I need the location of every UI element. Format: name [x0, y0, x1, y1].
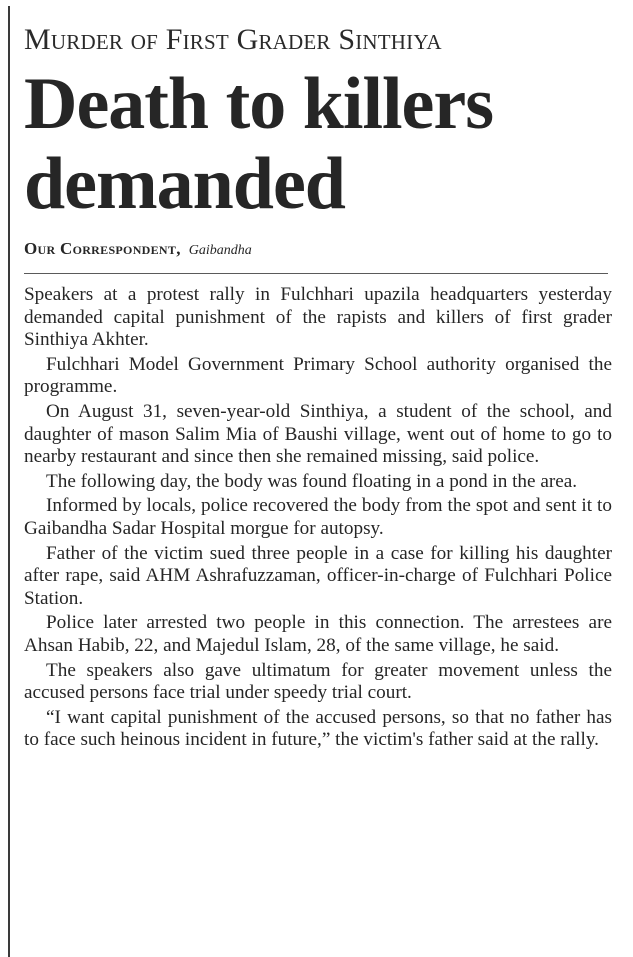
byline [24, 238, 620, 262]
byline-divider [24, 273, 608, 274]
paragraph: On August 31, seven-year-old Sinthiya, a student of the school, and daughter of mason Salim Mia of Baushi village, went out of home to go to nearby restaurant and since then she remained missing, said police. [24, 400, 612, 468]
paragraph: Speakers at a protest rally in Fulchhari upazila headquarters yesterday demanded capital punishment of the rapists and killers of first grader Sinthiya Akhter. [24, 284, 612, 351]
byline-author: Our Correspondent [24, 239, 177, 258]
paragraph: Police later arrested two people in this connection. The arrestees are Ahsan Habib, 22, and Majedul Islam, 28, of the same village, he said. [24, 612, 612, 656]
paragraph: “I want capital punishment of the accused persons, so that no father has to face such heinous incident in future,” the victim's father said at the rally. [24, 706, 612, 751]
paragraph: Father of the victim sued three people in a case for killing his daughter after rape, said AHM Ashrafuzzaman, officer-in-charge of Fulchhari Police Station. [24, 542, 612, 609]
column-rule [8, 6, 10, 957]
headline: Death to killers demanded [24, 63, 494, 225]
byline-location: Gaibandha [188, 243, 252, 258]
article-body [24, 284, 612, 752]
article [24, 0, 620, 754]
paragraph: Fulchhari Model Government Primary School authority organised the programme. [24, 353, 612, 398]
kicker: Murder of First Grader Sinthiya [24, 23, 442, 56]
paragraph: Informed by locals, police recovered the body from the spot and sent it to Gaibandha Sadar Hospital morgue for autopsy. [24, 495, 612, 539]
paragraph: The following day, the body was found floating in a pond in the area. [46, 470, 578, 492]
paragraph: The speakers also gave ultimatum for greater movement unless the accused persons face trial under speedy trial court. [24, 659, 612, 704]
byline-separator: , [176, 239, 181, 258]
